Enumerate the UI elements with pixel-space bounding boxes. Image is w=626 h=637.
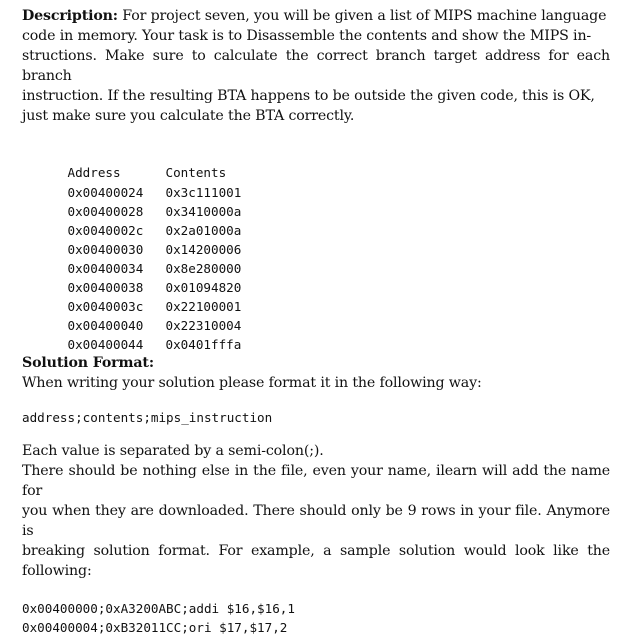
example-line: 0x00400000;0xA3200ABC;addi $16,$16,1 [22,601,295,616]
table-cell-contents: 0x2a01000a [165,223,242,238]
example-line: 0x00400004;0xB32011CC;ori $17,$17,2 [22,620,288,635]
table-cell-contents: 0x3c111001 [165,185,242,200]
solution-rule-line-3: you when they are downloaded. There should only be 9 rows in your file. Anymore is [22,503,610,539]
table-cell-contents: 0x3410000a [165,204,242,219]
description-text-1: For project seven, you will be given a list of MIPS machine language [122,8,607,24]
table-cell-address: 0x00400040 [67,318,144,333]
table-header-contents: Contents [165,165,227,180]
table-cell-address: 0x0040002c [67,223,144,238]
table-cell-contents: 0x01094820 [165,280,242,295]
solution-intro: When writing your solution please format it in the following way: [22,375,482,391]
description-line-4: instruction. If the resulting BTA happens to be outside the given code, this is OK, [22,88,595,104]
table-cell-contents: 0x22100001 [165,299,242,314]
table-cell-address: 0x00400024 [67,185,144,200]
document-page [22,6,610,637]
table-header-row [22,144,610,180]
description-line-3: structions. Make sure to calculate the correct branch target address for each branch [22,48,610,84]
solution-rules-paragraph [22,441,610,581]
solution-rule-line-2: There should be nothing else in the file, even your name, ilearn will add the name for [22,463,610,499]
description-paragraph [22,6,610,126]
table-cell-contents: 0x8e280000 [165,261,242,276]
table-cell-address: 0x00400034 [67,261,144,276]
description-line-1 [22,6,610,26]
memory-table [22,144,610,352]
description-line-2: code in memory. Your task is to Disassemble the contents and show the MIPS in- [22,28,592,44]
solution-rule-line-1: Each value is separated by a semi-colon(;). [22,443,324,459]
solution-format-string: address;contents;mips_instruction [22,410,273,425]
description-line-5: just make sure you calculate the BTA correctly. [22,108,355,124]
table-cell-address: 0x00400044 [67,337,144,352]
solution-format-title: Solution Format: [22,355,154,371]
table-cell-address: 0x00400030 [67,242,144,257]
solution-rule-line-4: breaking solution format. For example, a sample solution would look like the following: [22,543,610,579]
table-cell-contents: 0x0401fffa [165,337,242,352]
table-header-address: Address [67,165,121,180]
table-cell-contents: 0x22310004 [165,318,242,333]
table-cell-contents: 0x14200006 [165,242,242,257]
solution-examples [22,599,610,637]
table-cell-address: 0x00400028 [67,204,144,219]
table-cell-address: 0x0040003c [67,299,144,314]
description-label: Description: [22,8,118,24]
table-cell-address: 0x00400038 [67,280,144,295]
